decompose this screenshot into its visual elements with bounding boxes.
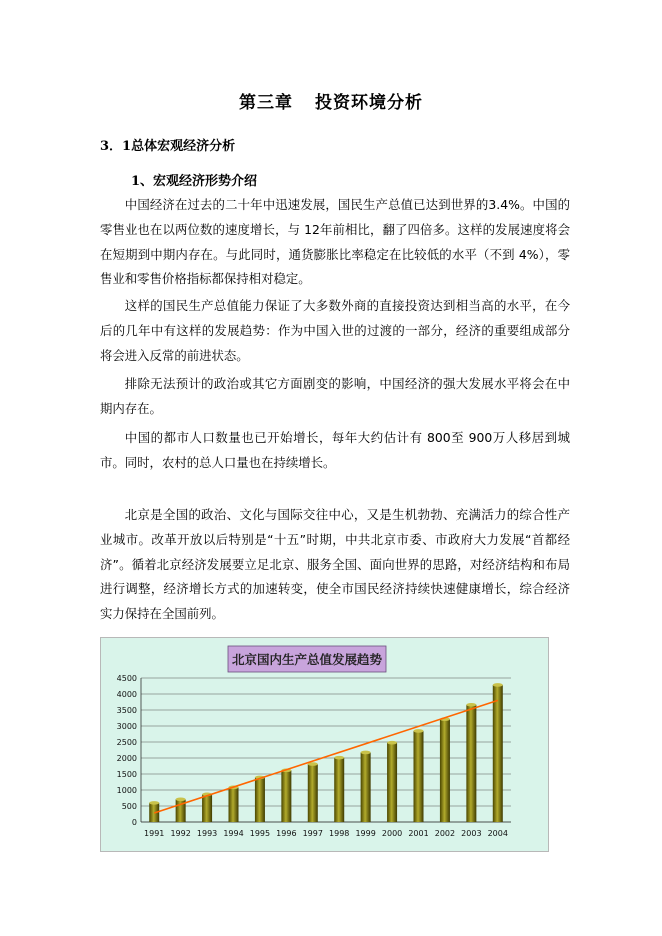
paragraph-china-economy: 中国经济在过去的二十年中迅速发展，国民生产总值已达到世界的3.4%。中国的零售业也在以两位数的速度增长，与 12年前相比，翻了四倍多。这样的发展速度将会在短期到中期内存在。与此同时，通货膨胀比率稳定在比较低的水平（不到 4%），零售业和零售价格指标都保持相对稳定。: [100, 197, 570, 287]
bar: [308, 764, 318, 822]
x-tick-label: 1998: [329, 829, 350, 838]
bar: [281, 770, 291, 822]
x-tick-label: 2003: [461, 829, 482, 838]
bar: [440, 719, 450, 822]
y-tick-label: 1000: [116, 786, 137, 795]
x-tick-label: 2004: [487, 829, 508, 838]
chart-title: 北京国内生产总值发展趋势: [231, 652, 383, 667]
chapter-number: 第三章: [239, 93, 293, 113]
bar-top: [149, 801, 159, 805]
chapter-name: 投资环境分析: [315, 93, 423, 113]
bar: [414, 731, 424, 822]
chapter-title: [0, 88, 662, 113]
x-tick-label: 1995: [249, 829, 271, 838]
y-tick-label: 2000: [116, 754, 137, 763]
paragraph-gdp-capacity: 这样的国民生产总值能力保证了大多数外商的直接投资达到相当高的水平，在今后的几年中有这样的发展趋势：作为中国入世的过渡的一部分，经济的重要组成部分将会进入反常的前进状态。: [100, 298, 570, 363]
x-tick-label: 2000: [381, 829, 403, 838]
y-tick-label: 1500: [116, 770, 137, 779]
x-tick-label: 1996: [276, 829, 297, 838]
y-tick-label: 4000: [116, 690, 137, 699]
y-tick-label: 500: [121, 802, 137, 811]
x-tick-label: 1993: [196, 829, 218, 838]
bar: [466, 705, 476, 822]
x-tick-label: 1997: [302, 829, 323, 838]
x-tick-label: 2002: [434, 829, 456, 838]
bar-top: [466, 703, 476, 707]
bar: [361, 752, 371, 822]
paragraph-outlook: 排除无法预计的政治或其它方面剧变的影响，中国经济的强大发展水平将会在中期内存在。: [100, 376, 570, 416]
bar-top: [414, 729, 424, 733]
bar: [202, 794, 212, 822]
paragraph-beijing: 北京是全国的政治、文化与国际交往中心，又是生机勃勃、充满活力的综合性产业城市。改革开放以后特别是“十五”时期，中共北京市委、市政府大力发展“首都经济”。循着北京经济发展要立足北京、服务全国、面向世界的思路，对经济结构和布局进行调整，经济增长方式的加速转变，使全市国民经济持续快速健康增长，综合经济实力保持在全国前列。: [100, 507, 570, 622]
x-tick-label: 2001: [408, 829, 429, 838]
x-tick-label: 1991: [144, 829, 165, 838]
y-tick-label: 3500: [116, 706, 137, 715]
bar-top: [176, 798, 186, 802]
y-tick-label: 4500: [116, 674, 137, 683]
section-heading: 3．1总体宏观经济分析: [100, 139, 236, 154]
subsection-heading: 1、宏观经济形势介绍: [131, 174, 258, 189]
bar-top: [493, 683, 503, 687]
y-tick-label: 2500: [116, 738, 137, 747]
bar-top: [334, 756, 344, 760]
x-tick-label: 1994: [223, 829, 244, 838]
bar-top: [387, 741, 397, 745]
bar: [334, 758, 344, 822]
y-tick-label: 3000: [116, 722, 137, 731]
bar: [255, 777, 265, 822]
x-tick-label: 1992: [170, 829, 191, 838]
gdp-chart: [100, 637, 549, 852]
gdp-chart-svg: [101, 638, 548, 851]
x-tick-label: 1999: [355, 829, 376, 838]
bar: [229, 787, 239, 822]
bar: [387, 743, 397, 822]
bar-top: [361, 751, 371, 755]
y-tick-label: 0: [131, 818, 137, 827]
paragraph-urban-population: 中国的都市人口数量也已开始增长，每年大约估计有 800至 900万人移居到城市。同时，农村的总人口量也在持续增长。: [100, 430, 570, 470]
bar: [493, 685, 503, 822]
